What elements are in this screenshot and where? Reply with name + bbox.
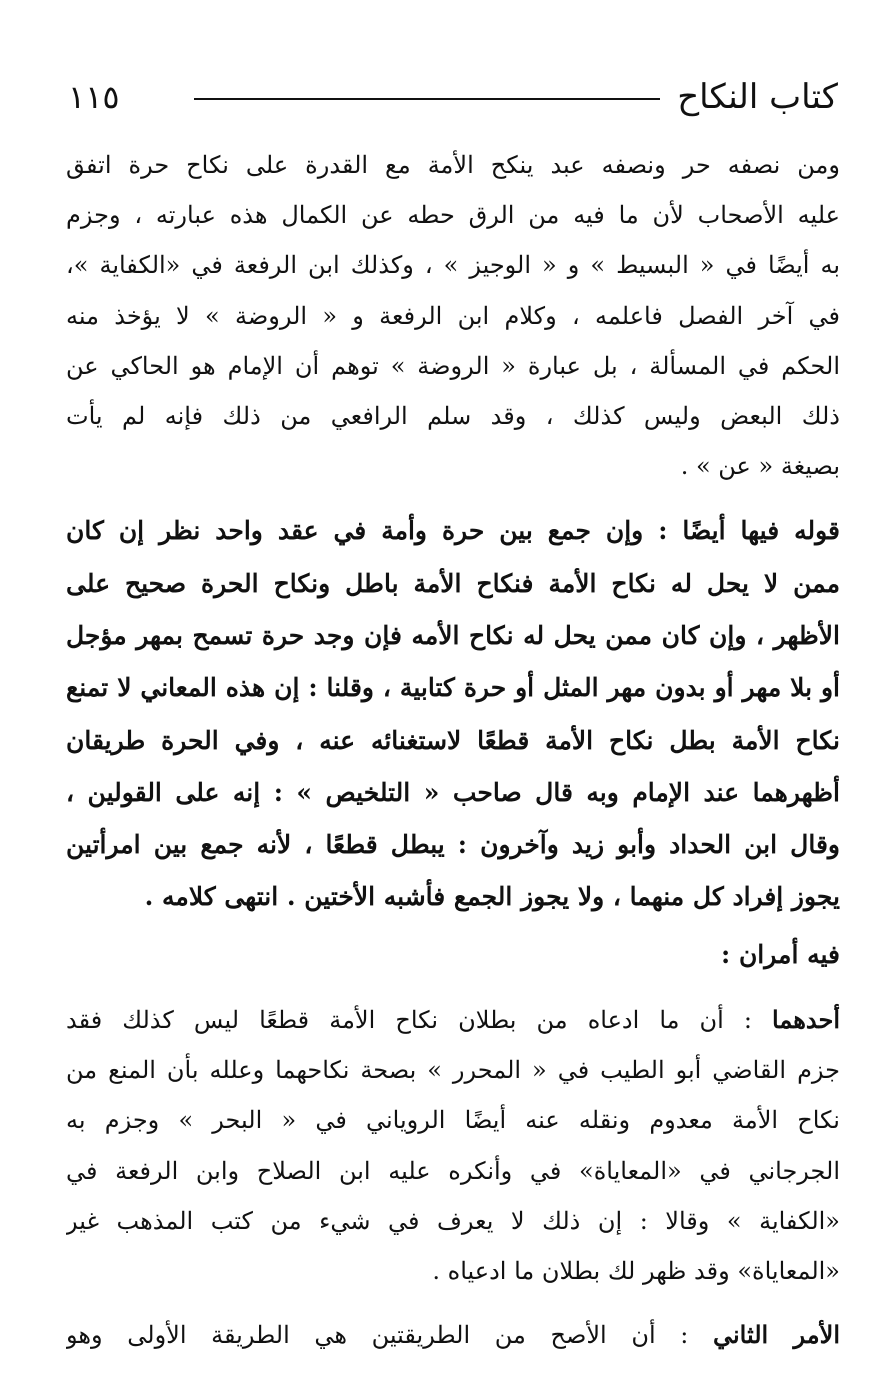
text-line: بصيغة « عن » . xyxy=(680,452,840,481)
header-rule xyxy=(194,98,660,100)
text-line: ذلك البعض وليس كذلك ، وقد سلم الرافعي من ذلك فإنه لم يأت xyxy=(66,401,840,430)
paragraph-first-point xyxy=(66,995,840,1296)
text-line: «الكفاية » وقالا : إن ذلك لا يعرف في شيء من كتب المذهب غير xyxy=(66,1206,840,1235)
text-line: «المعاياة» وقد ظهر لك بطلان ما ادعياه . xyxy=(432,1256,840,1285)
section-heading xyxy=(66,929,840,981)
quoted-passage xyxy=(66,505,840,923)
text-line: نكاح الأمة بطل نكاح الأمة قطعًا لاستغنائه عنه ، وفي الحرة طريقان xyxy=(66,725,840,755)
text-line: الأظهر ، وإن كان ممن يحل له نكاح الأمه فإن وجد حرة تسمح بمهر مؤجل xyxy=(66,620,840,650)
text-line xyxy=(66,995,840,1045)
text-line: أظهرهما عند الإمام وبه قال صاحب « التلخيص » : إنه على القولين ، xyxy=(66,777,840,807)
text-run: : أن ما ادعاه من بطلان نكاح الأمة قطعًا ليس كذلك فقد xyxy=(66,1005,773,1034)
point-lead: أحدهما xyxy=(772,1004,840,1034)
page-number: ١١٥ xyxy=(68,78,120,116)
paragraph-second-point xyxy=(66,1310,840,1360)
text-line: جزم القاضي أبو الطيب في « المحرر » بصحة نكاحهما وعلله بأن المنع من xyxy=(66,1056,840,1085)
point-lead: الأمر الثاني xyxy=(712,1320,840,1350)
text-line: يجوز إفراد كل منهما ، ولا يجوز الجمع فأشبه الأختين . انتهى كلامه . xyxy=(144,882,840,912)
text-line: الحكم في المسألة ، بل عبارة « الروضة » توهم أن الإمام هو الحاكي عن xyxy=(66,351,840,380)
text-line: أو بلا مهر أو بدون مهر المثل أو حرة كتابية ، وقلنا : إن هذه المعاني لا تمنع xyxy=(66,673,840,703)
text-line: في آخر الفصل فاعلمه ، وكلام ابن الرفعة و « الروضة » لا يؤخذ منه xyxy=(66,301,840,330)
text-line: به أيضًا في « البسيط » و « الوجيز » ، وكذلك ابن الرفعة في «الكفاية »، xyxy=(66,251,840,280)
text-line: عليه الأصحاب لأن ما فيه من الرق حطه عن الكمال هذه عبارته ، وجزم xyxy=(66,201,840,230)
text-run: : أن الأصح من الطريقتين هي الطريقة الأولى وهو xyxy=(66,1321,713,1350)
text-line: وقال ابن الحداد وأبو زيد وآخرون : يبطل قطعًا ، لأنه جمع بين امرأتين xyxy=(66,830,840,860)
text-line: ممن لا يحل له نكاح الأمة فنكاح الأمة باطل ونكاح الحرة صحيح على xyxy=(66,568,840,598)
text-line: قوله فيها أيضًا : وإن جمع بين حرة وأمة في عقد واحد نظر إن كان xyxy=(66,516,840,546)
text-line xyxy=(66,1310,840,1360)
text-line: فيه أمران : xyxy=(721,939,840,969)
page-header xyxy=(68,72,838,122)
running-title: كتاب النكاح xyxy=(677,77,838,117)
text-line: نكاح الأمة معدوم ونقله عنه أيضًا الروياني في « البحر » وجزم به xyxy=(66,1106,840,1135)
paragraph-1 xyxy=(66,140,840,491)
text-line: ومن نصفه حر ونصفه عبد ينكح الأمة مع القدرة على نكاح حرة اتفق xyxy=(66,151,840,179)
body-text xyxy=(66,140,840,1360)
text-line: الجرجاني في «المعاياة» في وأنكره عليه ابن الصلاح وابن الرفعة في xyxy=(66,1156,840,1185)
